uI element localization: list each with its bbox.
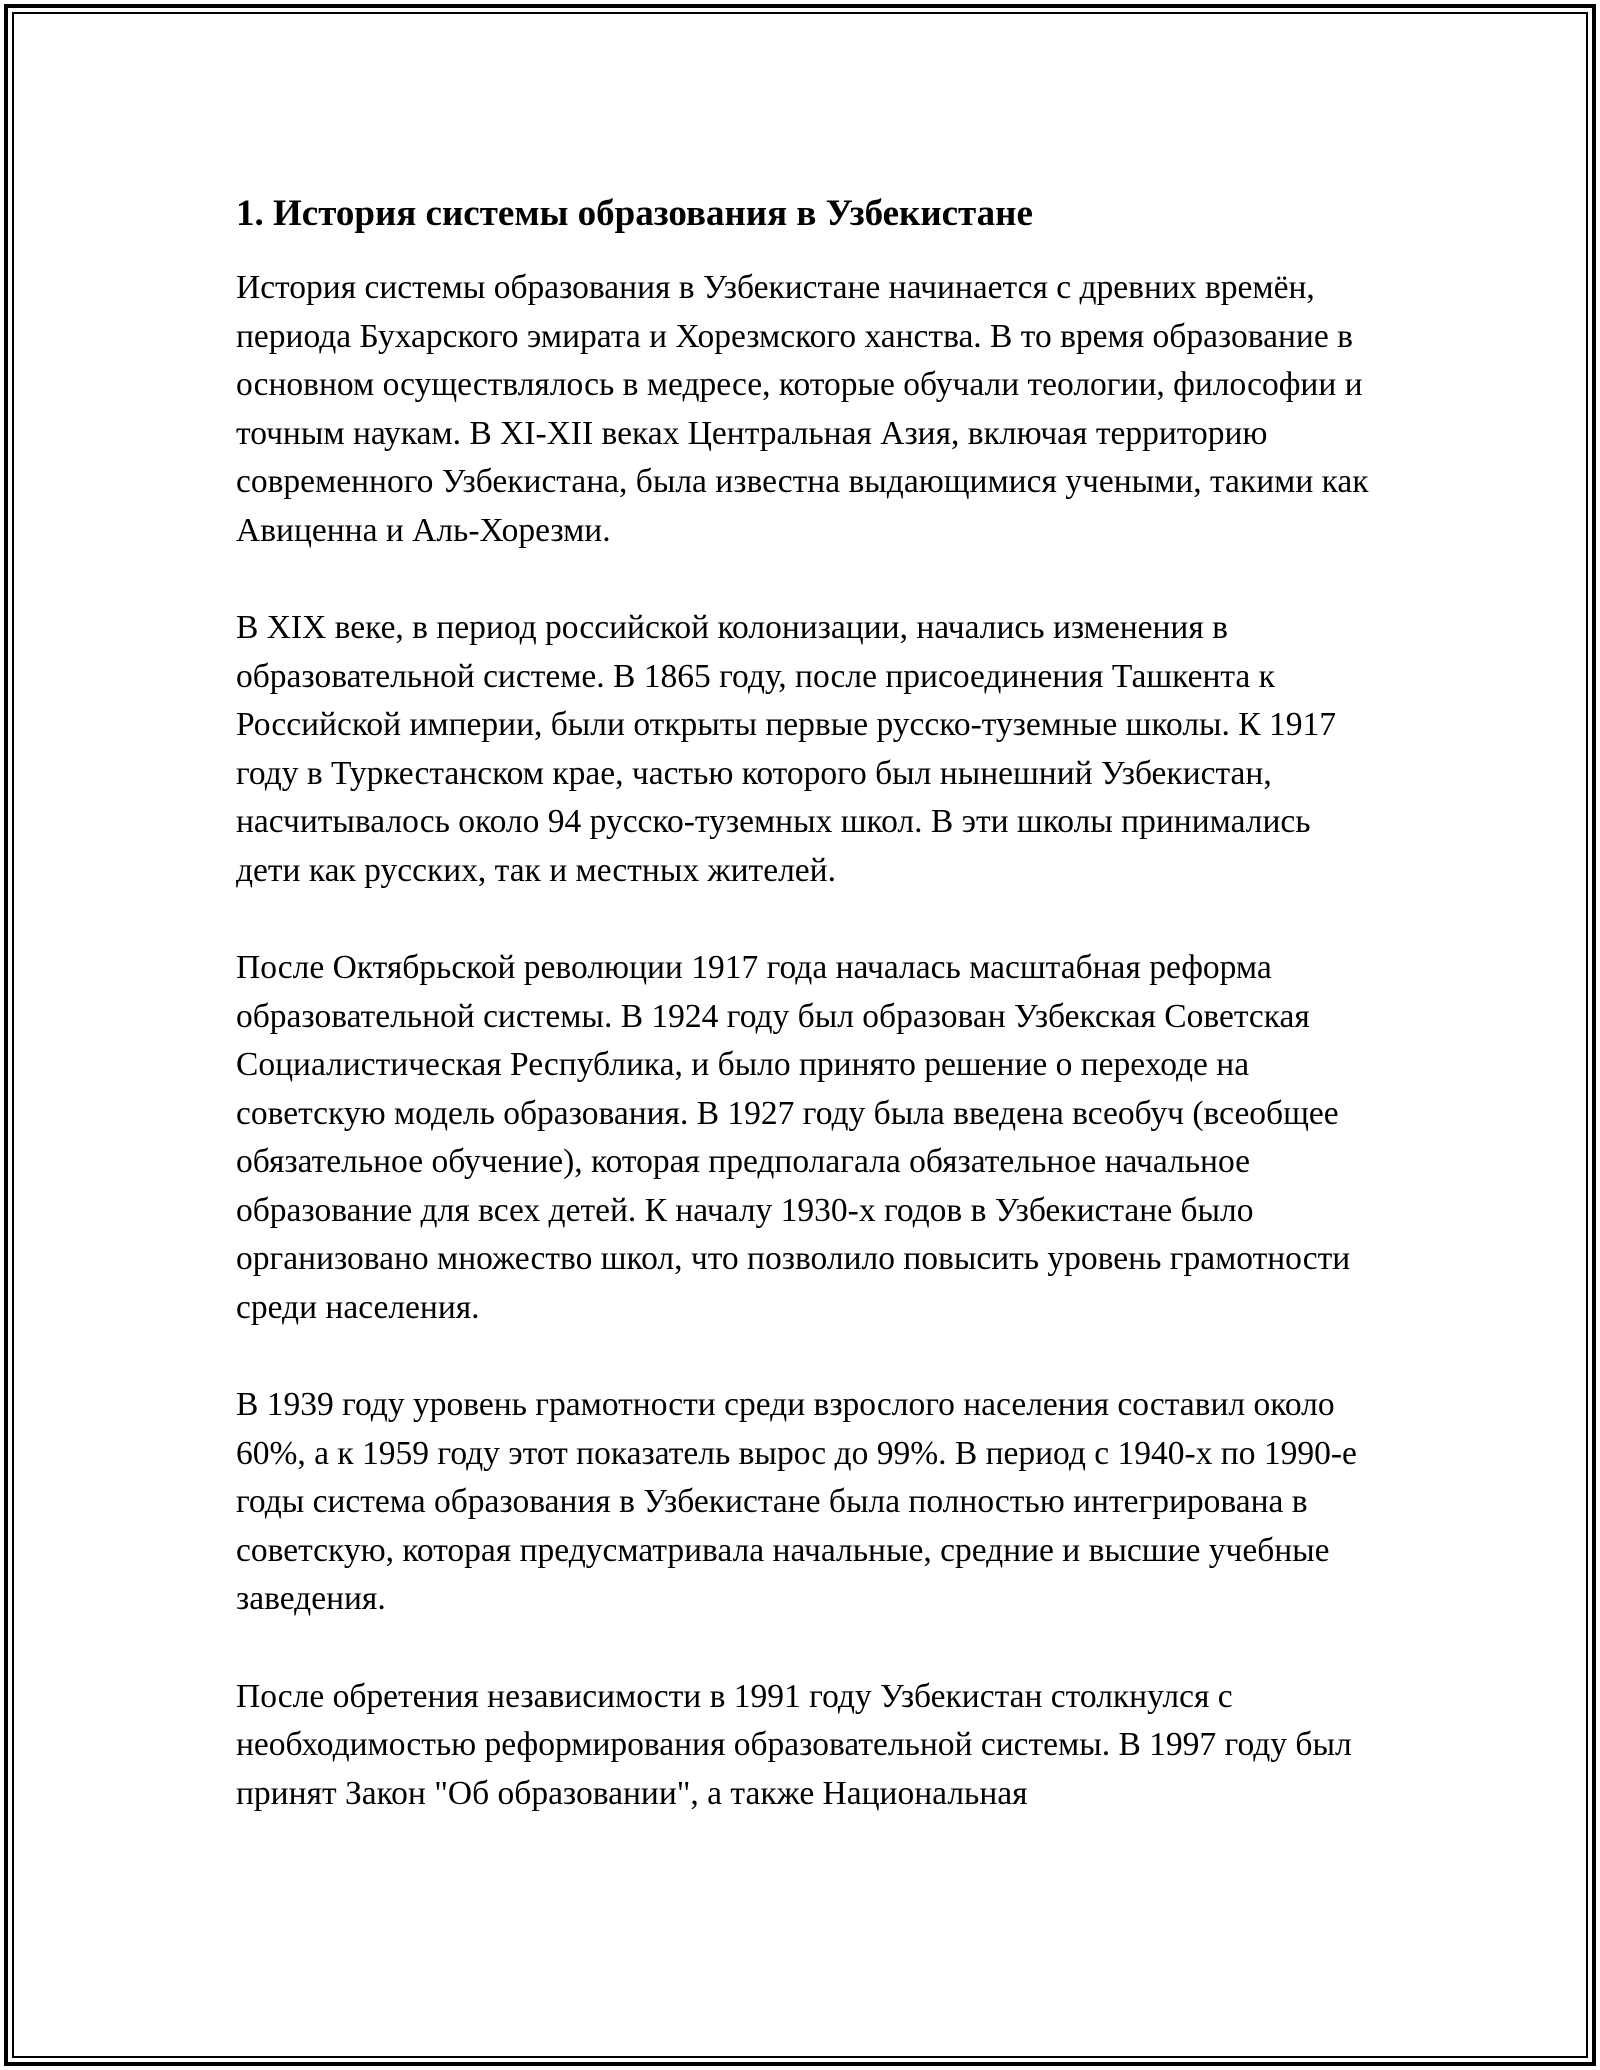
- paragraph-soviet-reform: После Октябрьской революции 1917 года началась масштабная реформа образовательной системы. В 1924 году был образован Узбекская Советская Социалистическая Республика, и было принято решение о переходе на советскую модель образования. В 1927 году была введена всеобуч (всеобщее обязательное обучение), которая предполагала обязательное начальное образование для всех детей. К началу 1930-х годов в Узбекистане было организовано множество школ, что позволило повысить уровень грамотности среди населения.: [236, 949, 1351, 1326]
- paragraph-independence: После обретения независимости в 1991 году Узбекистан столкнулся с необходимостью реформирования образовательной системы. В 1997 году был принят Закон "Об образовании", а также Национальная: [236, 1677, 1352, 1812]
- paragraph-literacy-statistics: В 1939 году уровень грамотности среди взрослого населения составил около 60%, а к 1959 году этот показатель вырос до 99%. В период с 1940-х по 1990-е годы система образования в Узбекистане была полностью интегрирована в советскую, которая предусматривала начальные, средние и высшие учебные заведения.: [236, 1386, 1357, 1617]
- paragraph-ancient-history: История системы образования в Узбекистане начинается с древних времён, периода Бухарского эмирата и Хорезмского ханства. В то время образование в основном осуществлялось в медресе, которые обучали теологии, философии и точным наукам. В XI-XII веках Центральная Азия, включая территорию современного Узбекистана, была известна выдающимися учеными, такими как Авиценна и Аль-Хорезми.: [236, 269, 1369, 549]
- paragraph-russian-colonization: В XIX веке, в период российской колонизации, начались изменения в образовательной системе. В 1865 году, после присоединения Ташкента к Российской империи, были открыты первые русско-туземные школы. К 1917 году в Туркестанском крае, частью которого был нынешний Узбекистан, насчитывалось около 94 русско-туземных школ. В эти школы принимались дети как русских, так и местных жителей.: [236, 609, 1337, 889]
- section-heading: 1. История системы образования в Узбекистане: [236, 193, 1033, 234]
- document-page: [236, 186, 1376, 1867]
